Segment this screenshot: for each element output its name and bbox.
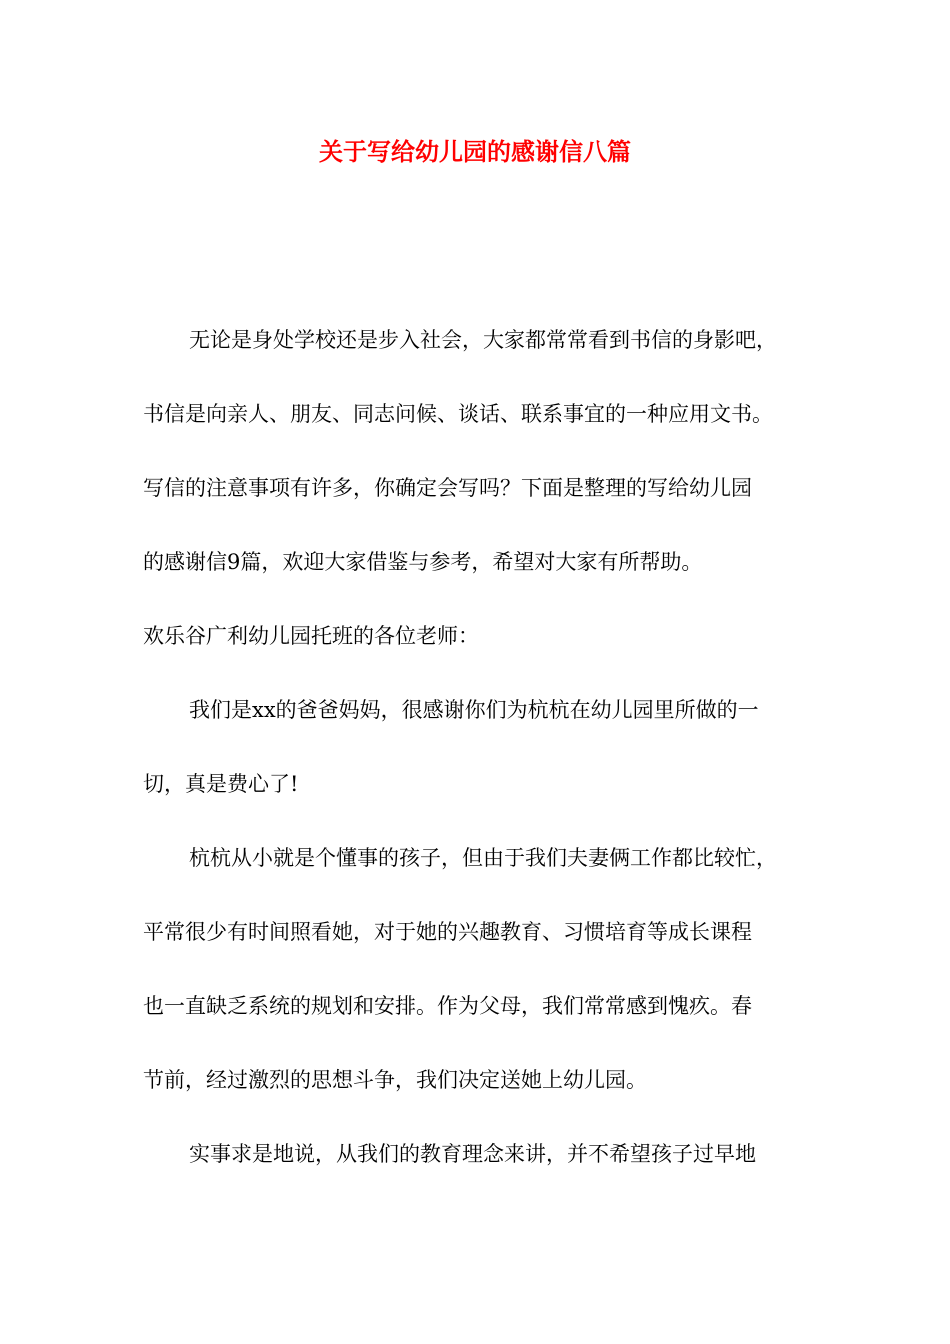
paragraph-line: 我们是xx的爸爸妈妈，很感谢你们为杭杭在幼儿园里所做的一: [189, 698, 759, 722]
paragraph-line: 平常很少有时间照看她，对于她的兴趣教育、习惯培育等成长课程: [143, 920, 752, 944]
paragraph-line: 书信是向亲人、朋友、同志问候、谈话、联系事宜的一种应用文书。: [143, 402, 773, 426]
document-body: [143, 320, 813, 1208]
paragraph-line: 无论是身处学校还是步入社会，大家都常常看到书信的身影吧，: [189, 328, 777, 352]
paragraph-line: 节前，经过激烈的思想斗争，我们决定送她上幼儿园。: [143, 1068, 647, 1092]
paragraph-line: 写信的注意事项有许多，你确定会写吗？下面是整理的写给幼儿园: [143, 476, 752, 500]
paragraph-line: 的感谢信9篇，欢迎大家借鉴与参考，希望对大家有所帮助。: [143, 550, 703, 574]
paragraph-line: 杭杭从小就是个懂事的孩子，但由于我们夫妻俩工作都比较忙，: [189, 846, 777, 870]
paragraph-line: 也一直缺乏系统的规划和安排。作为父母，我们常常感到愧疚。春: [143, 994, 752, 1018]
paragraph-line: 切，真是费心了!: [143, 772, 299, 796]
salutation-line: 欢乐谷广利幼儿园托班的各位老师：: [143, 624, 479, 648]
paragraph-line: 实事求是地说，从我们的教育理念来讲，并不希望孩子过早地: [189, 1142, 756, 1166]
document-title: 关于写给幼儿园的感谢信八篇: [319, 137, 631, 166]
